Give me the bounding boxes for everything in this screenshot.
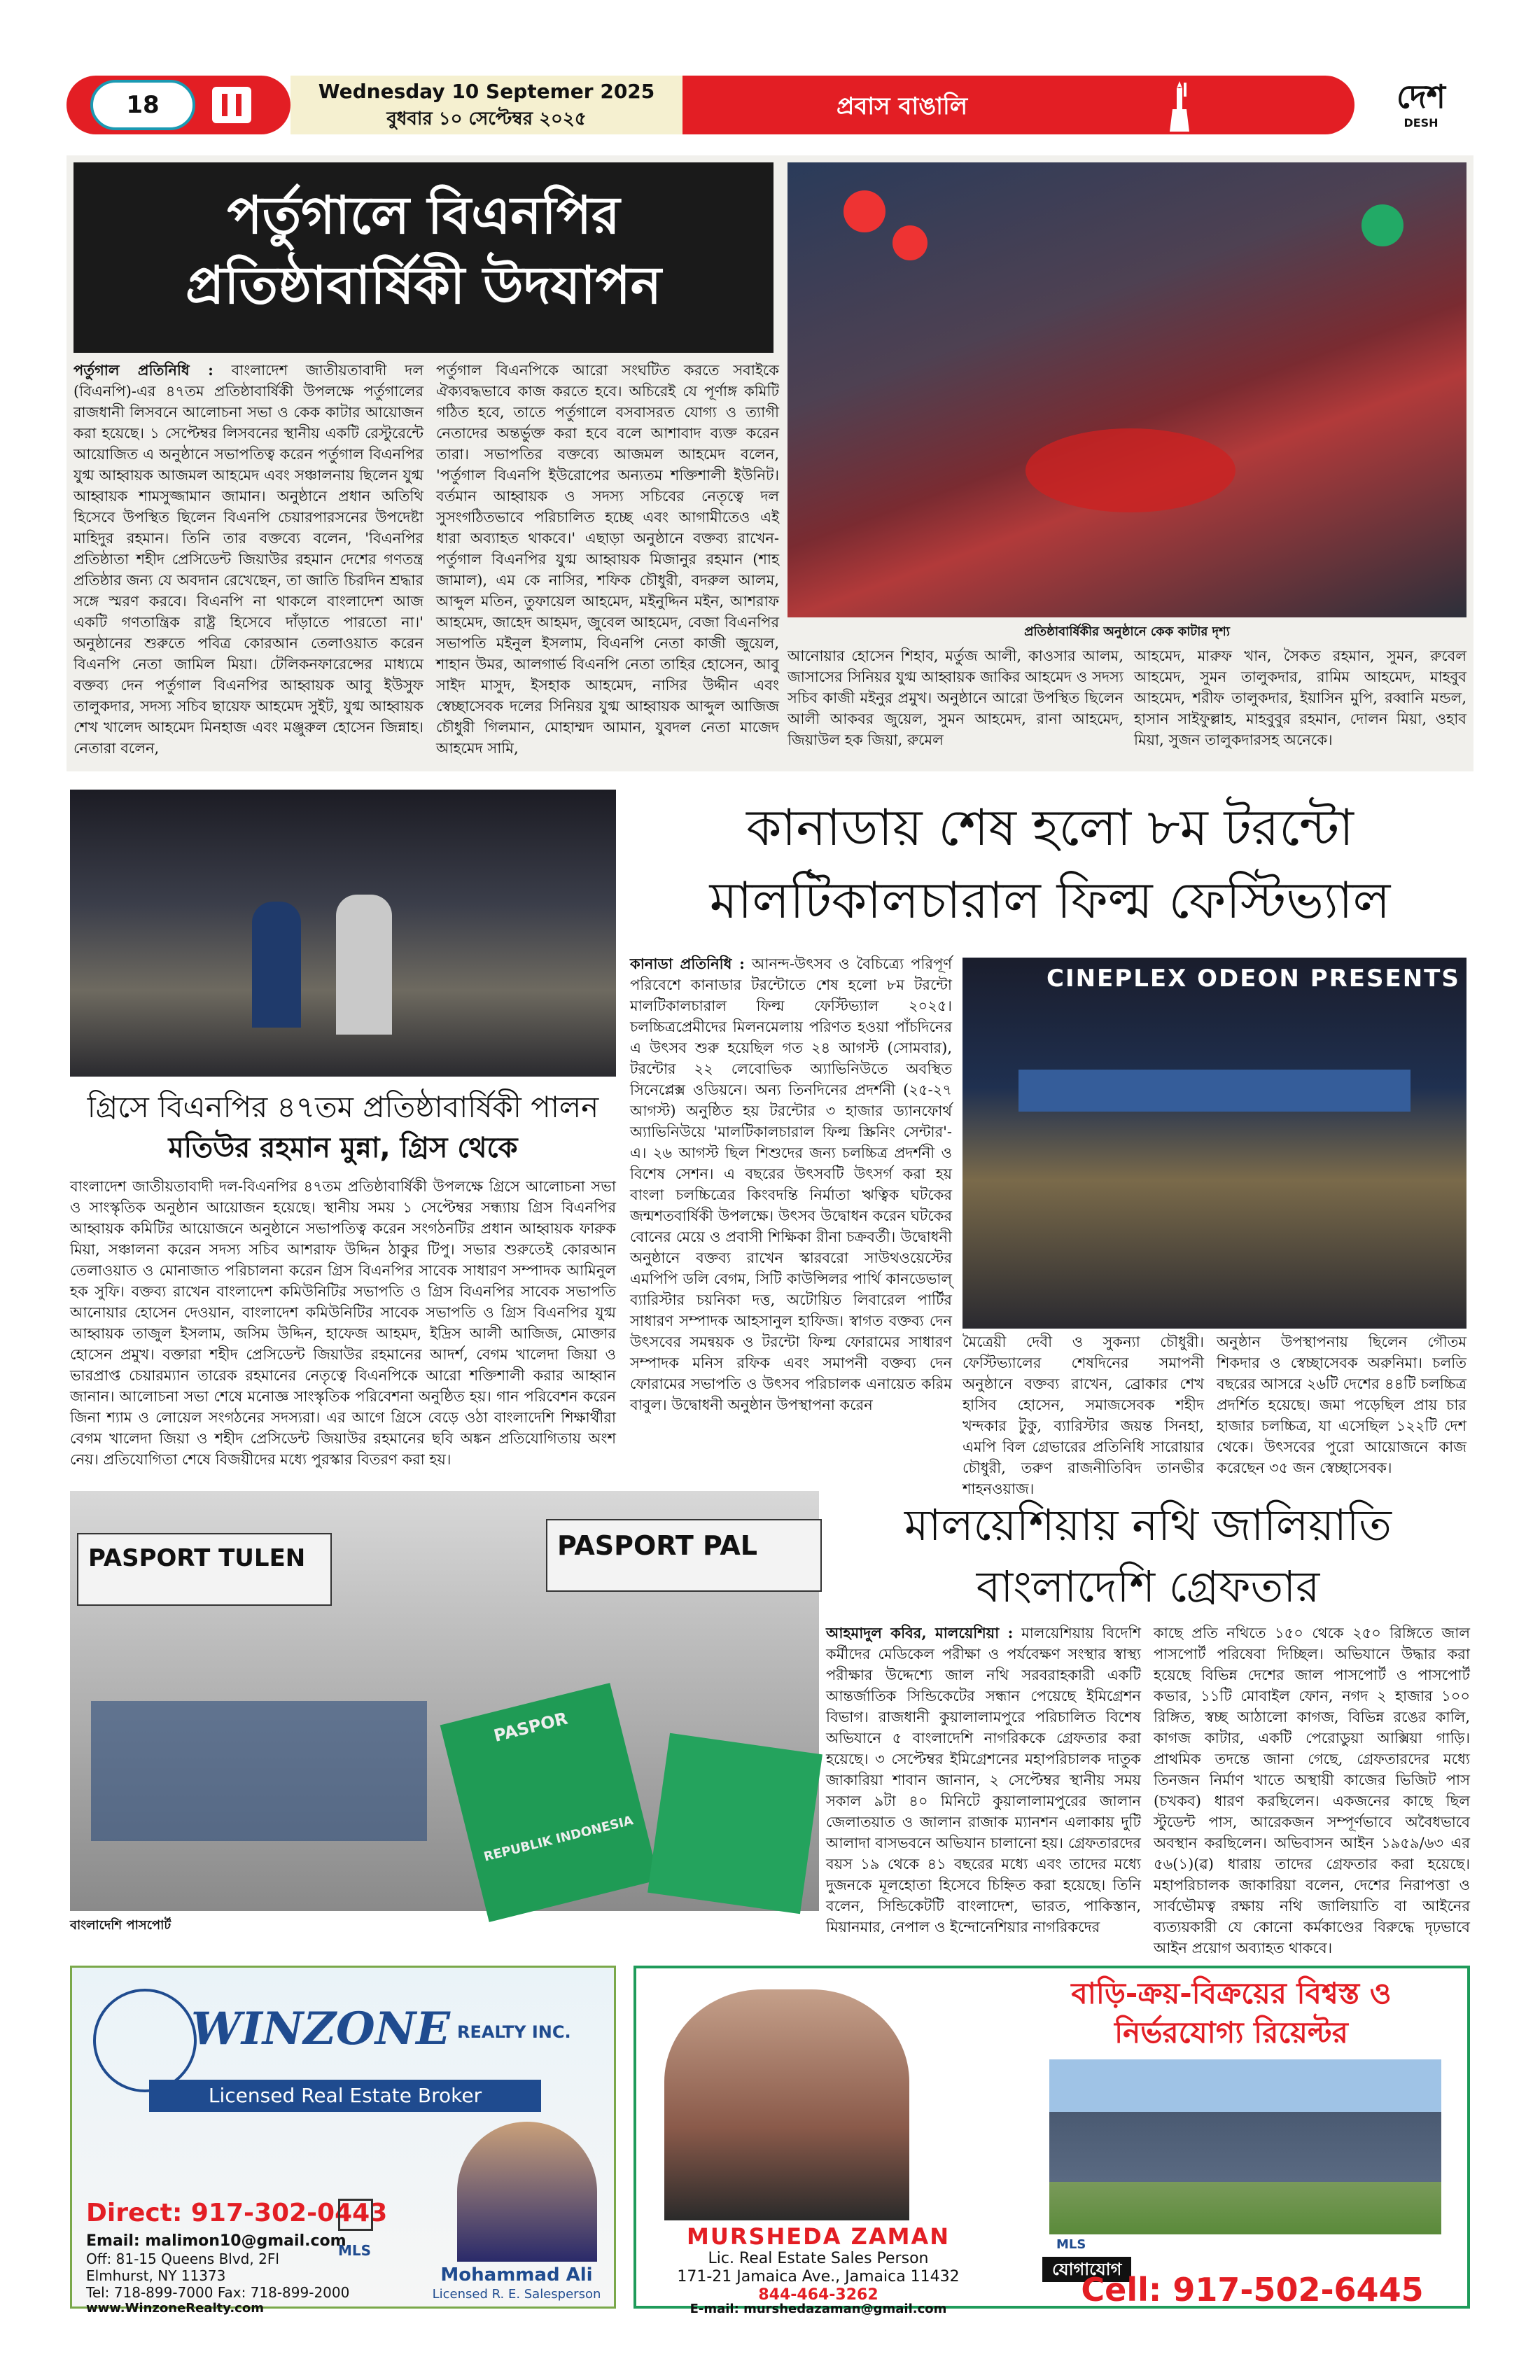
header-date-block	[290, 76, 682, 134]
date-english: Wednesday 10 Septemer 2025	[318, 80, 655, 103]
story-canada-byline: কানাডা প্রতিনিধি :	[630, 955, 745, 972]
story-canada-headline-2: মালটিকালচারাল ফিল্ম ফেস্টিভ্যাল	[709, 871, 1391, 930]
story-malaysia-headline-2: বাংলাদেশি গ্রেফতার	[976, 1561, 1320, 1612]
ad2-headline: বাড়ি-ক্রয়-বিক্রয়ের বিশ্বস্ত ও নির্ভরযোগ্য রিয়েল্টর	[1071, 1976, 1392, 2050]
story-portugal-photo-caption: প্রতিষ্ঠাবার্ষিকীর অনুষ্ঠানে কেক কাটার দৃশ্য	[1024, 624, 1230, 639]
story-portugal	[66, 155, 1474, 771]
sign-pasport-tulen: PASPORT TULEN	[77, 1533, 332, 1606]
header-section-bar	[682, 76, 1354, 134]
desh-logo: দেশ DESH	[1396, 78, 1446, 130]
story-greece-headline-2: মতিউর রহমান মুন্না, গ্রিস থেকে	[168, 1132, 518, 1164]
realtor-email: E-mail: murshedazaman@gmail.com	[690, 2302, 947, 2316]
winzone-direct: Direct: 917-302-0443	[86, 2199, 388, 2227]
header-bar-icon	[212, 87, 251, 123]
realtor-phone: 844-464-3262	[758, 2286, 878, 2304]
winzone-city: Elmhurst, NY 11373	[86, 2267, 226, 2284]
winzone-mls: MLS	[338, 2242, 372, 2259]
realtor-address: 171-21 Jamaica Ave., Jamaica 11432	[677, 2268, 960, 2286]
winzone-logo	[93, 1989, 197, 2092]
ad-winzone	[70, 1966, 616, 2316]
statue-of-liberty-icon	[1158, 78, 1200, 132]
story-malaysia-headline	[826, 1494, 1470, 1618]
winzone-tagline: Licensed Real Estate Broker	[149, 2080, 541, 2112]
story-malaysia-headline-1: মালয়েশিয়ায় নথি জালিয়াতি	[904, 1499, 1392, 1550]
agent-name: Mohammad Ali	[440, 2264, 593, 2286]
winzone-brand-suffix: REALTY INC.	[457, 2022, 571, 2042]
story-canada-headline	[630, 791, 1470, 937]
equal-housing-icon	[338, 2199, 373, 2231]
story-canada-photo	[962, 958, 1466, 1329]
story-greece-body: বাংলাদেশ জাতীয়তাবাদী দল-বিএনপির ৪৭তম প্রতিষ্ঠাবার্ষিকী উপলক্ষে গ্রিসে আলোচনা সভা ও সাংস্কৃতিক অনুষ্ঠান আয়োজন হয়েছে। স্থানীয় সময় ১ সেপ্টেম্বর সন্ধ্যায় গ্রিস বিএনপির আহ্বায়ক কমিটির আয়োজনে অনুষ্ঠানে সভাপতিত্ব করেন সংগঠনটির প্রধান আহ্বায়ক ফারুক মিয়া, সঞ্চালনা করেন সদস্য সচিব আশরাফ উদ্দিন ঠাকুর টিপু। সভার শুরুতেই কোরআন তেলাওয়াত ও মোনাজাত পরিচালনা করেন গ্রিস বিএনপির সাবেক সাধারণ সম্পাদক আমিনুল হক সুফি। বক্তব্য রাখেন বাংলাদেশ কমিউনিটির সভাপতি ও গ্রিস বিএনপির সাবেক সভাপতি আনোয়ার হোসেন দেওয়ান, বাংলাদেশ কমিউনিটির সাবেক সভাপতি ও গ্রিস বিএনপির যুগ্ম আহ্বায়ক তাজুল ইসলাম, জসিম উদ্দিন, হাফেজ আহমদ, ইদ্রিস আলী আজিজ, মোক্তার হোসেন প্রমুখ। বক্তারা শহীদ প্রেসিডেন্ট জিয়াউর রহমানের আদর্শ, বেগম খালেদা জিয়া ও ভারপ্রাপ্ত চেয়ারম্যান তারেক রহমানের নেতৃত্বে বিএনপিকে আরো শক্তিশালী করার আহ্বান জানান। আলোচনা সভা শেষে মনোজ্ঞ সাংস্কৃতিক পরিবেশনা অনুষ্ঠিত হয়। গান পরিবেশন করেন জিনা শ্যাম ও লোয়েল সংগঠনের সদস্যরা। এর আগে গ্রিসে বেড়ে ওঠা বাংলাদেশি শিক্ষার্থীরা বেগম খালেদা জিয়া ও শহীদ প্রেসিডেন্ট জিয়াউর রহমানের ছবি অঙ্কন প্রতিযোগিতায় অংশ নেয়। প্রতিযোগিতা শেষে বিজয়ীদের মধ্যে পুরস্কার বিতরণ করা হয়।	[70, 1178, 616, 1468]
story-malaysia-byline: আহমাদুল কবির, মালয়েশিয়া :	[826, 1624, 1014, 1642]
story-greece-headline-1: গ্রিসে বিএনপির ৪৭তম প্রতিষ্ঠাবার্ষিকী পালন	[87, 1090, 599, 1124]
realtor-photo	[664, 1989, 909, 2220]
story-canada-col-3: অনুষ্ঠান উপস্থাপনায় ছিলেন গৌতম শিকদার ও স্বেচ্ছাসেবক অরুনিমা। চলতি বছরের আসরে ২৬টি দেশের ৪৪টি চলচ্চিত্র প্রদর্শিত হয়েছে। জমা পড়েছিল প্রায় চার হাজার চলচ্চিত্র, যা এসেছিল ১২২টি দেশ থেকে। উৎসবের পুরো আয়োজনে কাজ করেছেন ৩৫ জন স্বেচ্ছাসেবক।	[1217, 1334, 1466, 1476]
story-malaysia-col-1: আহমাদুল কবির, মালয়েশিয়া : মালয়েশিয়ায় বিদেশি কর্মীদের মেডিকেল পরীক্ষা ও পর্যবেক্ষণ সংস্থার স্বাস্থ্য পরীক্ষার উদ্দেশ্যে জাল নথি সরবরাহকারী একটি আন্তর্জাতিক সিন্ডিকেটের সন্ধান পেয়েছে ইমিগ্রেশন বিভাগ। রাজধানী কুয়ালালামপুরে পরিচালিত বিশেষ অভিযানে ৫ বাংলাদেশি নাগরিককে গ্রেফতার করা হয়েছে। ৩ সেপ্টেম্বর ইমিগ্রেশনের মহাপরিচালক দাতুক জাকারিয়া শাবান জানান, ২ সেপ্টেম্বর স্থানীয় সময় সকাল ৯টা ৪০ মিনিটে কুয়ালালামপুরের জালান জেলাতয়াত ও জালান রাজাক ম্যানশন এলাকায় দুটি আলাদা বাসভবনে অভিযান চালানো হয়। গ্রেফতারদের বয়স ১৯ থেকে ৪১ বছরের মধ্যে এবং তাদের মধ্যে দুজনকে মূলহোতা হিসেবে চিহ্নিত করা হয়েছে। তিনি বলেন, সিন্ডিকেটটি বাংলাদেশ, ভারত, পাকিস্তান, মিয়ানমার, নেপাল ও ইন্দোনেশিয়ার নাগরিকদের	[826, 1624, 1141, 1935]
date-bangla: বুধবার ১০ সেপ্টেম্বর ২০২৫	[386, 108, 587, 130]
story-portugal-col-1: পর্তুগাল প্রতিনিধি : বাংলাদেশ জাতীয়তাবাদী দল (বিএনপি)-এর ৪৭তম প্রতিষ্ঠাবার্ষিকী উপলক্ষে পর্তুগালের রাজধানী লিসবনে আলোচনা সভা ও কেক কাটার আয়োজন করা হয়েছে। ১ সেপ্টেম্বর লিসবনের স্থানীয় একটি রেস্টুরেন্টে আয়োজিত এ অনুষ্ঠানে সভাপতিত্ব করেন পর্তুগাল বিএনপির যুগ্ম আহ্বায়ক আজমল আহমেদ এবং সঞ্চালনায় ছিলেন যুগ্ম আহ্বায়ক শামসুজ্জামান জামান। অনুষ্ঠানে প্রধান অতিথি হিসেবে উপস্থিত ছিলেন বিএনপি চেয়ারপারসনের উপদেষ্টা মাহিদুর রহমান। তিনি তার বক্তব্যে বলেন, 'বিএনপির প্রতিষ্ঠাতা শহীদ প্রেসিডেন্ট জিয়াউর রহমান দেশের গণতন্ত্র প্রতিষ্ঠার জন্য যে অবদান রেখেছেন, তা জাতি চিরদিন শ্রদ্ধার সঙ্গে স্মরণ করবে। বিএনপি না থাকলে বাংলাদেশ আজ একটি গণতান্ত্রিক রাষ্ট্র হিসেবে দাঁড়াতে পারতো না।' অনুষ্ঠানের শুরুতে পবিত্র কোরআন তেলাওয়াত করেন বিএনপি নেতা জামিল মিয়া। টেলিকনফারেন্সের মাধ্যমে বক্তব্য দেন পর্তুগাল বিএনপির আহ্বায়ক আবু ইউসুফ তালুকদার, সদস্য সচিব ছায়েফ আহমেদ সুইট, যুগ্ম আহ্বায়ক শেখ খালেদ আহমেদ মিনহাজ এবং মঞ্জুরুল হোসেন জিন্নাহ। নেতারা বলেন,	[74, 361, 424, 757]
house-photo	[1049, 2059, 1441, 2234]
realtor-name: MURSHEDA ZAMAN	[687, 2223, 950, 2250]
story-portugal-col-2: পর্তুগাল বিএনপিকে আরো সংঘটিত করতে সবাইকে ঐক্যবদ্ধভাবে কাজ করতে হবে। অচিরেই যে পূর্ণাঙ্গ কমিটি গঠিত হবে, তাতে পর্তুগালে বসবাসরত যোগ্য ও ত্যাগী নেতাদের অন্তর্ভুক্ত করা হবে বলে আশাবাদ ব্যক্ত করেন তারা। সভাপতির বক্তব্যে আজমল আহমেদ বলেন, 'পর্তুগাল বিএনপি ইউরোপের অন্যতম শক্তিশালী ইউনিট। বর্তমান আহ্বায়ক ও সদস্য সচিবের নেতৃত্বে দল সুসংগঠিতভাবে পরিচালিত হচ্ছে এবং আগামীতেও এই ধারা অব্যাহত থাকবে।' এছাড়া অনুষ্ঠানে বক্তব্য রাখেন-পর্তুগাল বিএনপির যুগ্ম আহ্বায়ক মিজানুর রহমান (শাহ জামাল), এম কে নাসির, শফিক চৌধুরী, বদরুল আলম, আব্দুল মতিন, তুফায়েল আহমেদ, মইনুদ্দিন মইন, আশরাফ আহমেদ, জাহেদ আহমদ, জুবেল আহমেদ, বেজা বিএনপির সভাপতি মইনুল ইসলাম, বিএনপি নেতা কাজী জুয়েল, শাহান উমর, আলগার্ভ বিএনপি নেতা তাহির হোসেন, আবু সাইদ মাসুদ, ইসহাক আহমেদ, নাসির উদ্দীন এবং স্বেচ্ছাসেবক দলের সিনিয়র যুগ্ম আহ্বায়ক আব্দুল আজিজ চৌধুরী গিলমান, মোহাম্মদ আমান, যুবদল নেতা মাজেদ আহমেদ সামি,	[436, 362, 779, 757]
winzone-office: Off: 81-15 Queens Blvd, 2Fl	[86, 2250, 279, 2267]
agent-title: Licensed R. E. Salesperson	[432, 2287, 601, 2302]
story-portugal-headline-box	[74, 162, 774, 353]
contact-label: যোগাযোগ	[1042, 2257, 1131, 2282]
story-portugal-col-3: আনোয়ার হোসেন শিহাব, মর্তুজ আলী, কাওসার আলম, জাসাসের সিনিয়র যুগ্ম আহ্বায়ক জাকির আহমেদ ও সদস্য সচিব কাজী মইনুর প্রমুখ। অনুষ্ঠানে আরো উপস্থিত ছিলেন আলী আকবর জুয়েল, সুমন আহমেদ, রানা আহমেদ, জিয়াউল হক জিয়া, রুমেল	[788, 648, 1124, 748]
ad-mursheda-zaman	[634, 1966, 1470, 2316]
page-number-badge: 18	[90, 80, 195, 130]
realtor-title: Lic. Real Estate Sales Person	[708, 2250, 929, 2267]
story-portugal-headline-2: প্রতিষ্ঠাবার্ষিকী উদযাপন	[186, 255, 662, 316]
story-canada-headline-1: কানাডায় শেষ হলো ৮ম টরন্টো	[746, 798, 1354, 857]
page-header	[66, 70, 1474, 140]
winzone-brand: WINZONE	[191, 2003, 451, 2055]
agent-photo	[457, 2122, 597, 2262]
story-portugal-byline: পর্তুগাল প্রতিনিধি :	[74, 361, 214, 379]
story-malaysia-photo-caption: বাংলাদেশি পাসপোর্ট	[70, 1918, 172, 1933]
green-passport: PASPOR REPUBLIK INDONESIA	[440, 1683, 659, 1922]
realtor-cell: Cell: 917-502-6445	[1081, 2271, 1424, 2309]
story-malaysia-col-2: কাছে প্রতি নথিতে ১৫০ থেকে ২৫০ রিঙ্গিতে জাল পাসপোর্ট পরিষেবা দিচ্ছিল। অভিযানে উদ্ধার করা হয়েছে বিভিন্ন দেশের জাল পাসপোর্ট ও পাসপোর্ট কভার, ১১টি মোবাইল ফোন, নগদ ২ হাজার ১০০ রিঙ্গিত, স্বচ্ছ আঠালো কাগজ, বিভিন্ন রঙের কালি, কাগজ কাটার, একটি পেরোডুয়া আক্সিয়া গাড়ি। প্রাথমিক তদন্তে জানা গেছে, গ্রেফতারদের মধ্যে তিনজন নির্মাণ খাতে অস্থায়ী কাজের ভিজিট পাস (চখকব) ধারণ করছিলেন। একজনের কাছে ছিল স্টুডেন্ট পাস, আরেকজন সম্পূর্ণভাবে অবৈধভাবে অবস্থান করছিলেন। অভিবাসন আইন ১৯৫৯/৬৩ এর ৫৬(১)(ৱ) ধারায় তাদের গ্রেফতার করা হয়েছে। মহাপরিচালক জাকারিয়া বলেন, দেশের নিরাপত্তা ও সার্বভৌমত্ব রক্ষায় নথি জালিয়াতি বা আইনের ব্যত্যয়কারী যে কোনো কর্মকাণ্ডের বিরুদ্ধে দৃঢ়ভাবে আইন প্রয়োগ অব্যাহত থাকবে।	[1154, 1625, 1470, 1956]
story-malaysia-photo	[70, 1491, 819, 1911]
story-canada-col-1: কানাডা প্রতিনিধি : আনন্দ-উৎসব ও বৈচিত্র্যে পরিপূর্ণ পরিবেশে কানাডার টরন্টোতে শেষ হলো ৮ম টরন্টো মালটিকালচারাল ফিল্ম ফেস্টিভ্যাল ২০২৫। চলচ্চিত্রপ্রেমীদের মিলনমেলায় পরিণত হওয়া পাঁচদিনের এ উৎসব শুরু হয়েছিল গত ২৪ আগস্ট (সোমবার), টরন্টোর ২২ লেবোভিক অ্যাভিনিউতে অবস্থিত সিনেপ্লেক্স ওডিয়নে। অন্য তিনদিনের প্রদর্শনী (২৫-২৭ আগস্ট) অনুষ্ঠিত হয় টরন্টোর ৩ হাজার ড্যানফোর্থ অ্যাভিনিউয়ে 'মালটিকালচারাল ফিল্ম স্ক্রিনিং সেন্টার'-এ। ২৬ আগস্ট ছিল শিশুদের জন্য চলচ্চিত্র প্রদর্শনী ও বিশেষ সেশন। এ বছরের উৎসবটি উৎসর্গ করা হয় বাংলা চলচ্চিত্রের কিংবদন্তি নির্মাতা ঋত্বিক ঘটকের জন্মশতবার্ষিকী উপলক্ষে। উৎসব উদ্বোধন করেন ঘটকের বোনের মেয়ে ও প্রবাসী শিক্ষিকা রীনা চক্রবর্তী। উদ্বোধনী অনুষ্ঠানে বক্তব্য রাখেন স্কারবরো সাউথওয়েস্টের এমপিপি ডলি বেগম, সিটি কাউন্সিলর পার্থি কানডেভাল্ ব্যারিস্টার চয়নিকা দত্ত, অটোয়িত লিবারেল পার্টির সাধারণ সম্পাদক আহসানুল হাফিজ। স্বাগত বক্তব্য দেন উৎসবের সমন্বয়ক ও টরন্টো ফিল্ম ফোরামের সাধারণ সম্পাদক মনিস রফিক এবং সমাপনী বক্তব্য দেন ফোরামের সভাপতি ও উৎসব পরিচালক এনায়েত করিম বাবুল। উদ্বোধনী অনুষ্ঠান উপস্থাপনা করেন	[630, 955, 952, 1413]
story-greece-photo	[70, 790, 616, 1077]
story-canada-col-2: মৈত্রেয়ী দেবী ও সুকন্যা চৌধুরী। ফেস্টিভ্যালের শেষদিনের সমাপনী অনুষ্ঠানে বক্তব্য রাখেন, ব্রোকার শেখ হাসিব হোসেন, সমাজসেবক শহীদ খন্দকার টুকু, ব্যারিস্টার জয়ন্ত সিনহা, এমপি বিল গ্রেভারের প্রতিনিধি সারোয়ার চৌধুরী, তরুণ রাজনীতিবিদ তানভীর শাহনওয়াজ।	[962, 1334, 1204, 1497]
winzone-phone: Tel: 718-899-7000 Fax: 718-899-2000	[86, 2284, 350, 2301]
winzone-website: www.WinzoneRealty.com	[86, 2301, 264, 2316]
sign-pasport-palsu: PASPORT PAL	[546, 1519, 822, 1592]
winzone-email: Email: malimon10@gmail.com	[86, 2232, 346, 2250]
story-greece-headline	[70, 1086, 616, 1168]
story-portugal-photo	[788, 162, 1466, 617]
story-portugal-headline-1: পর্তুগালে বিএনপির	[227, 186, 620, 246]
story-portugal-col-4: আহমেদ, মারুফ খান, সৈকত রহমান, সুমন, রুবেল আহমেদ, সুমন তালুকদার, রামিম আহমেদ, মাহবুব আহমেদ, শরীফ তালুকদার, ইয়াসিন মুপি, রব্বানি মন্ডল, হাসান সাইফুল্লাহ, মাহবুবুর রহমান, দোলন মিয়া, ওহাব মিয়া, সুজন তালুকদারসহ অনেকে।	[1134, 648, 1466, 748]
section-title: প্রবাস বাঙালি	[836, 92, 968, 120]
mls-logo: MLS	[1056, 2237, 1086, 2252]
cineplex-sign: CINEPLEX ODEON PRESENTS	[1046, 965, 1460, 993]
